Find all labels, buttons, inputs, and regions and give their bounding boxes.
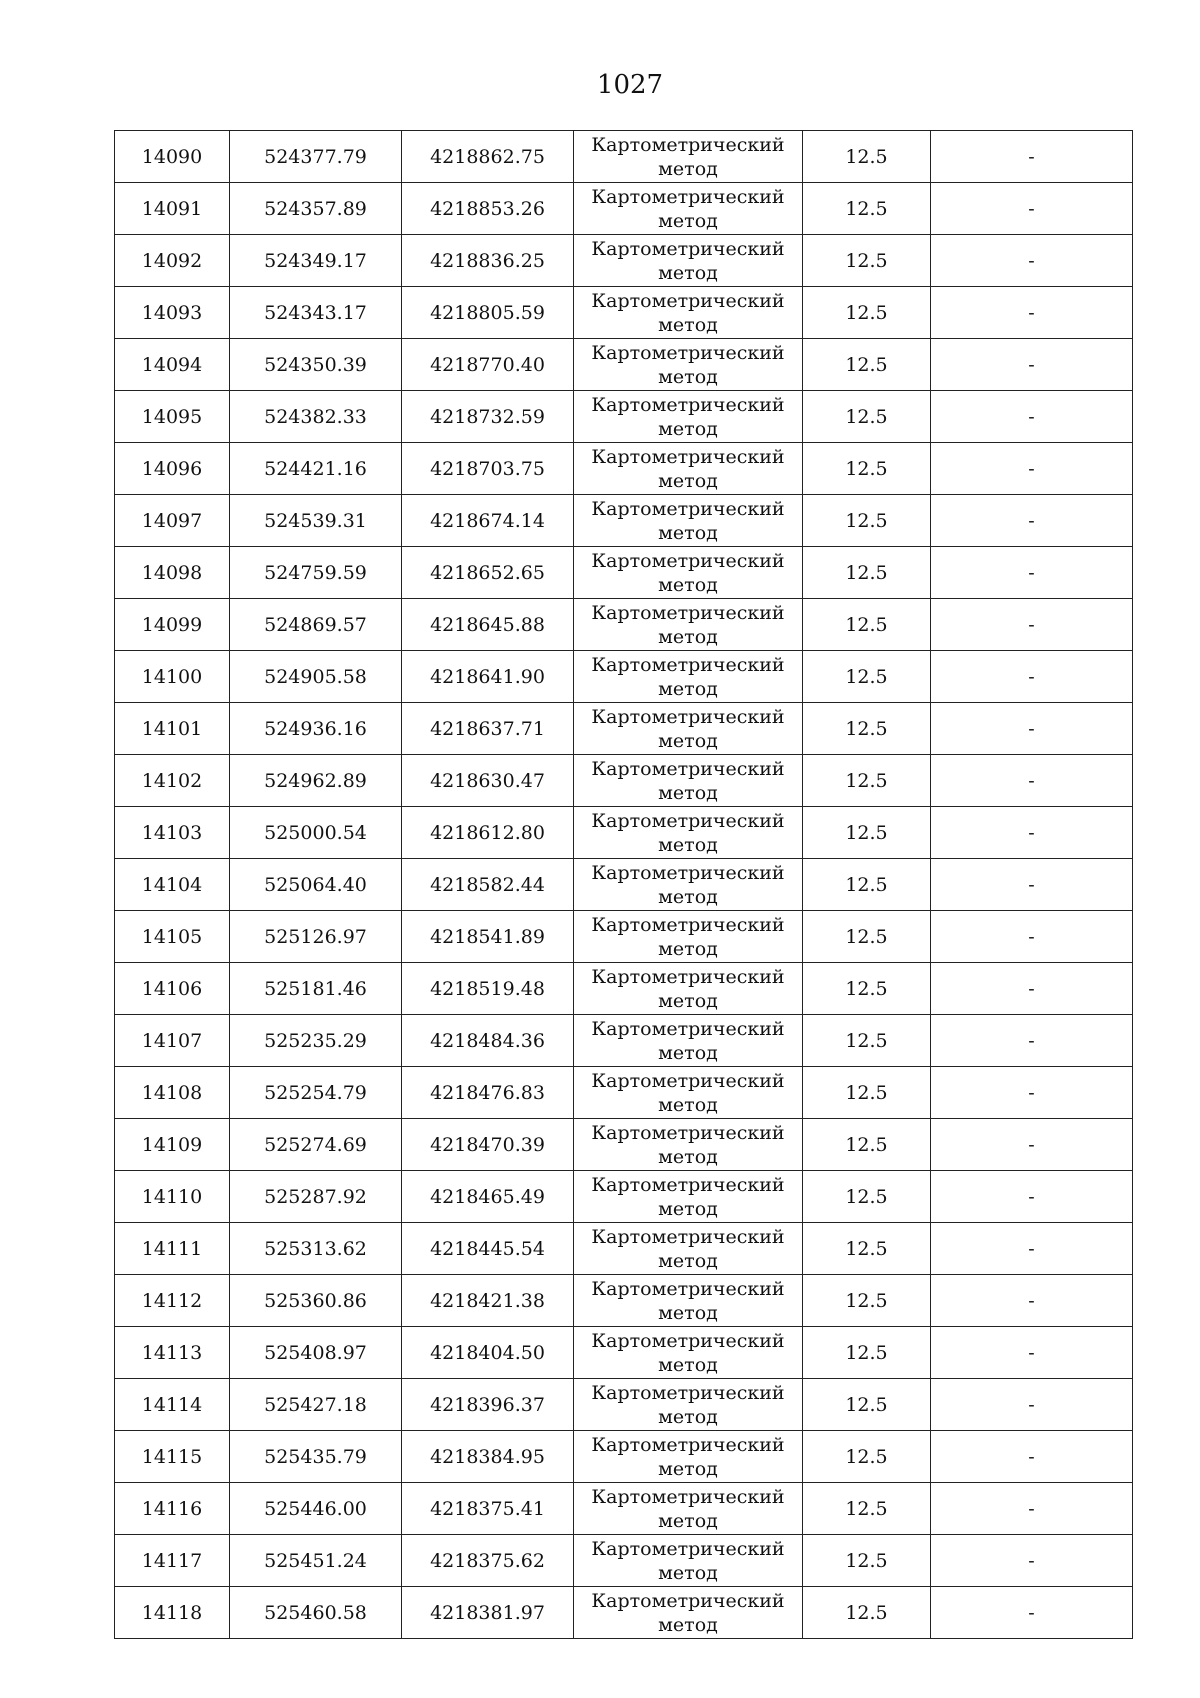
- method-line-1: Картометрический: [591, 809, 785, 832]
- method-cell: [574, 339, 803, 391]
- accuracy-cell: 12.5: [803, 1223, 931, 1275]
- accuracy-cell: 12.5: [803, 859, 931, 911]
- method-line-1: Картометрический: [591, 1381, 785, 1404]
- accuracy-cell: 12.5: [803, 651, 931, 703]
- y-coordinate-cell: 4218770.40: [402, 339, 574, 391]
- note-cell: -: [931, 547, 1133, 599]
- x-coordinate-cell: 525064.40: [230, 859, 402, 911]
- method-line-1: Картометрический: [591, 1069, 785, 1092]
- y-coordinate-cell: 4218421.38: [402, 1275, 574, 1327]
- method-line-2: метод: [658, 261, 718, 284]
- y-coordinate-cell: 4218582.44: [402, 859, 574, 911]
- method-line-2: метод: [658, 729, 718, 752]
- table-row: [115, 1015, 1133, 1067]
- method-line-1: Картометрический: [591, 757, 785, 780]
- point-id-cell: 14112: [115, 1275, 230, 1327]
- table-row: [115, 599, 1133, 651]
- method-cell: [574, 1431, 803, 1483]
- point-id-cell: 14106: [115, 963, 230, 1015]
- accuracy-cell: 12.5: [803, 235, 931, 287]
- method-line-1: Картометрический: [591, 1173, 785, 1196]
- accuracy-cell: 12.5: [803, 807, 931, 859]
- x-coordinate-cell: 524936.16: [230, 703, 402, 755]
- accuracy-cell: 12.5: [803, 911, 931, 963]
- x-coordinate-cell: 525287.92: [230, 1171, 402, 1223]
- x-coordinate-cell: 524357.89: [230, 183, 402, 235]
- y-coordinate-cell: 4218805.59: [402, 287, 574, 339]
- x-coordinate-cell: 524377.79: [230, 131, 402, 183]
- y-coordinate-cell: 4218470.39: [402, 1119, 574, 1171]
- method-line-1: Картометрический: [591, 705, 785, 728]
- method-cell: [574, 391, 803, 443]
- accuracy-cell: 12.5: [803, 1067, 931, 1119]
- method-line-2: метод: [658, 1353, 718, 1376]
- table-row: [115, 1223, 1133, 1275]
- method-line-2: метод: [658, 1041, 718, 1064]
- table-row: [115, 1067, 1133, 1119]
- x-coordinate-cell: 524962.89: [230, 755, 402, 807]
- method-line-2: метод: [658, 365, 718, 388]
- table-row: [115, 183, 1133, 235]
- point-id-cell: 14096: [115, 443, 230, 495]
- x-coordinate-cell: 524349.17: [230, 235, 402, 287]
- method-line-1: Картометрический: [591, 1485, 785, 1508]
- method-line-1: Картометрический: [591, 1433, 785, 1456]
- note-cell: -: [931, 1587, 1133, 1639]
- note-cell: -: [931, 1535, 1133, 1587]
- note-cell: -: [931, 495, 1133, 547]
- method-cell: [574, 651, 803, 703]
- method-cell: [574, 807, 803, 859]
- method-line-2: метод: [658, 625, 718, 648]
- method-line-2: метод: [658, 313, 718, 336]
- table-row: [115, 1119, 1133, 1171]
- table-row: [115, 131, 1133, 183]
- note-cell: -: [931, 391, 1133, 443]
- accuracy-cell: 12.5: [803, 1275, 931, 1327]
- accuracy-cell: 12.5: [803, 1015, 931, 1067]
- method-cell: [574, 287, 803, 339]
- method-line-1: Картометрический: [591, 1017, 785, 1040]
- x-coordinate-cell: 525427.18: [230, 1379, 402, 1431]
- accuracy-cell: 12.5: [803, 1379, 931, 1431]
- method-line-1: Картометрический: [591, 653, 785, 676]
- note-cell: -: [931, 911, 1133, 963]
- table-row: [115, 807, 1133, 859]
- method-line-1: Картометрический: [591, 1537, 785, 1560]
- note-cell: -: [931, 807, 1133, 859]
- point-id-cell: 14115: [115, 1431, 230, 1483]
- note-cell: -: [931, 287, 1133, 339]
- method-cell: [574, 547, 803, 599]
- method-line-2: метод: [658, 885, 718, 908]
- method-line-2: метод: [658, 989, 718, 1012]
- accuracy-cell: 12.5: [803, 1119, 931, 1171]
- x-coordinate-cell: 525460.58: [230, 1587, 402, 1639]
- point-id-cell: 14094: [115, 339, 230, 391]
- table-row: [115, 1327, 1133, 1379]
- method-line-1: Картометрический: [591, 445, 785, 468]
- table-row: [115, 703, 1133, 755]
- method-line-1: Картометрический: [591, 1277, 785, 1300]
- note-cell: -: [931, 1327, 1133, 1379]
- x-coordinate-cell: 524905.58: [230, 651, 402, 703]
- accuracy-cell: 12.5: [803, 495, 931, 547]
- method-line-2: метод: [658, 1457, 718, 1480]
- y-coordinate-cell: 4218375.41: [402, 1483, 574, 1535]
- x-coordinate-cell: 524343.17: [230, 287, 402, 339]
- table-row: [115, 495, 1133, 547]
- x-coordinate-cell: 525000.54: [230, 807, 402, 859]
- point-id-cell: 14111: [115, 1223, 230, 1275]
- method-cell: [574, 599, 803, 651]
- method-cell: [574, 131, 803, 183]
- y-coordinate-cell: 4218732.59: [402, 391, 574, 443]
- method-line-2: метод: [658, 1509, 718, 1532]
- point-id-cell: 14109: [115, 1119, 230, 1171]
- note-cell: -: [931, 1483, 1133, 1535]
- point-id-cell: 14092: [115, 235, 230, 287]
- point-id-cell: 14117: [115, 1535, 230, 1587]
- table-row: [115, 911, 1133, 963]
- note-cell: -: [931, 235, 1133, 287]
- method-line-1: Картометрический: [591, 237, 785, 260]
- x-coordinate-cell: 525451.24: [230, 1535, 402, 1587]
- method-line-2: метод: [658, 1561, 718, 1584]
- x-coordinate-cell: 525446.00: [230, 1483, 402, 1535]
- method-line-2: метод: [658, 677, 718, 700]
- method-line-1: Картометрический: [591, 497, 785, 520]
- method-line-1: Картометрический: [591, 861, 785, 884]
- method-line-2: метод: [658, 781, 718, 804]
- accuracy-cell: 12.5: [803, 599, 931, 651]
- y-coordinate-cell: 4218836.25: [402, 235, 574, 287]
- point-id-cell: 14093: [115, 287, 230, 339]
- x-coordinate-cell: 525254.79: [230, 1067, 402, 1119]
- x-coordinate-cell: 525274.69: [230, 1119, 402, 1171]
- method-line-1: Картометрический: [591, 1121, 785, 1144]
- note-cell: -: [931, 859, 1133, 911]
- x-coordinate-cell: 525313.62: [230, 1223, 402, 1275]
- point-id-cell: 14113: [115, 1327, 230, 1379]
- method-line-2: метод: [658, 1301, 718, 1324]
- y-coordinate-cell: 4218445.54: [402, 1223, 574, 1275]
- method-line-1: Картометрический: [591, 549, 785, 572]
- accuracy-cell: 12.5: [803, 391, 931, 443]
- accuracy-cell: 12.5: [803, 443, 931, 495]
- point-id-cell: 14102: [115, 755, 230, 807]
- method-line-1: Картометрический: [591, 393, 785, 416]
- method-line-1: Картометрический: [591, 1225, 785, 1248]
- y-coordinate-cell: 4218674.14: [402, 495, 574, 547]
- method-line-1: Картометрический: [591, 289, 785, 312]
- y-coordinate-cell: 4218381.97: [402, 1587, 574, 1639]
- method-line-2: метод: [658, 1613, 718, 1636]
- y-coordinate-cell: 4218703.75: [402, 443, 574, 495]
- x-coordinate-cell: 524869.57: [230, 599, 402, 651]
- method-cell: [574, 235, 803, 287]
- table-row: [115, 1483, 1133, 1535]
- note-cell: -: [931, 963, 1133, 1015]
- table-row: [115, 547, 1133, 599]
- note-cell: -: [931, 1171, 1133, 1223]
- y-coordinate-cell: 4218641.90: [402, 651, 574, 703]
- table-row: [115, 651, 1133, 703]
- point-id-cell: 14116: [115, 1483, 230, 1535]
- method-line-2: метод: [658, 1249, 718, 1272]
- note-cell: -: [931, 339, 1133, 391]
- y-coordinate-cell: 4218612.80: [402, 807, 574, 859]
- method-cell: [574, 1327, 803, 1379]
- accuracy-cell: 12.5: [803, 755, 931, 807]
- method-line-2: метод: [658, 1197, 718, 1220]
- coordinates-table: [114, 130, 1133, 1639]
- accuracy-cell: 12.5: [803, 183, 931, 235]
- point-id-cell: 14101: [115, 703, 230, 755]
- x-coordinate-cell: 525408.97: [230, 1327, 402, 1379]
- y-coordinate-cell: 4218484.36: [402, 1015, 574, 1067]
- method-cell: [574, 1067, 803, 1119]
- y-coordinate-cell: 4218384.95: [402, 1431, 574, 1483]
- method-line-1: Картометрический: [591, 965, 785, 988]
- point-id-cell: 14097: [115, 495, 230, 547]
- y-coordinate-cell: 4218630.47: [402, 755, 574, 807]
- method-cell: [574, 443, 803, 495]
- note-cell: -: [931, 443, 1133, 495]
- coordinates-table-body: [115, 131, 1133, 1639]
- accuracy-cell: 12.5: [803, 1431, 931, 1483]
- table-row: [115, 1171, 1133, 1223]
- x-coordinate-cell: 525126.97: [230, 911, 402, 963]
- x-coordinate-cell: 525360.86: [230, 1275, 402, 1327]
- y-coordinate-cell: 4218637.71: [402, 703, 574, 755]
- point-id-cell: 14100: [115, 651, 230, 703]
- y-coordinate-cell: 4218476.83: [402, 1067, 574, 1119]
- note-cell: -: [931, 703, 1133, 755]
- table-row: [115, 1587, 1133, 1639]
- y-coordinate-cell: 4218541.89: [402, 911, 574, 963]
- method-cell: [574, 183, 803, 235]
- method-cell: [574, 1015, 803, 1067]
- method-cell: [574, 755, 803, 807]
- y-coordinate-cell: 4218652.65: [402, 547, 574, 599]
- method-line-2: метод: [658, 833, 718, 856]
- method-line-1: Картометрический: [591, 133, 785, 156]
- accuracy-cell: 12.5: [803, 963, 931, 1015]
- point-id-cell: 14118: [115, 1587, 230, 1639]
- y-coordinate-cell: 4218404.50: [402, 1327, 574, 1379]
- accuracy-cell: 12.5: [803, 287, 931, 339]
- method-cell: [574, 703, 803, 755]
- method-line-2: метод: [658, 521, 718, 544]
- accuracy-cell: 12.5: [803, 547, 931, 599]
- method-line-2: метод: [658, 1405, 718, 1428]
- accuracy-cell: 12.5: [803, 1327, 931, 1379]
- accuracy-cell: 12.5: [803, 339, 931, 391]
- point-id-cell: 14098: [115, 547, 230, 599]
- table-row: [115, 1535, 1133, 1587]
- method-line-2: метод: [658, 1145, 718, 1168]
- x-coordinate-cell: 524382.33: [230, 391, 402, 443]
- table-row: [115, 443, 1133, 495]
- point-id-cell: 14108: [115, 1067, 230, 1119]
- point-id-cell: 14104: [115, 859, 230, 911]
- method-line-2: метод: [658, 937, 718, 960]
- table-row: [115, 1379, 1133, 1431]
- note-cell: -: [931, 1431, 1133, 1483]
- method-line-1: Картометрический: [591, 1329, 785, 1352]
- x-coordinate-cell: 524350.39: [230, 339, 402, 391]
- table-row: [115, 235, 1133, 287]
- note-cell: -: [931, 1067, 1133, 1119]
- point-id-cell: 14103: [115, 807, 230, 859]
- y-coordinate-cell: 4218375.62: [402, 1535, 574, 1587]
- table-row: [115, 339, 1133, 391]
- point-id-cell: 14110: [115, 1171, 230, 1223]
- accuracy-cell: 12.5: [803, 1483, 931, 1535]
- table-row: [115, 1275, 1133, 1327]
- page-number: 1027: [596, 70, 664, 100]
- note-cell: -: [931, 1379, 1133, 1431]
- method-cell: [574, 1171, 803, 1223]
- method-cell: [574, 911, 803, 963]
- y-coordinate-cell: 4218465.49: [402, 1171, 574, 1223]
- method-line-1: Картометрический: [591, 341, 785, 364]
- x-coordinate-cell: 524421.16: [230, 443, 402, 495]
- method-cell: [574, 1535, 803, 1587]
- method-line-2: метод: [658, 157, 718, 180]
- table-row: [115, 1431, 1133, 1483]
- note-cell: -: [931, 1015, 1133, 1067]
- method-line-1: Картометрический: [591, 185, 785, 208]
- note-cell: -: [931, 1275, 1133, 1327]
- note-cell: -: [931, 651, 1133, 703]
- method-line-2: метод: [658, 1093, 718, 1116]
- method-line-2: метод: [658, 469, 718, 492]
- table-row: [115, 287, 1133, 339]
- y-coordinate-cell: 4218396.37: [402, 1379, 574, 1431]
- note-cell: -: [931, 1223, 1133, 1275]
- note-cell: -: [931, 1119, 1133, 1171]
- method-cell: [574, 1275, 803, 1327]
- accuracy-cell: 12.5: [803, 1587, 931, 1639]
- point-id-cell: 14095: [115, 391, 230, 443]
- point-id-cell: 14114: [115, 1379, 230, 1431]
- method-line-1: Картометрический: [591, 913, 785, 936]
- y-coordinate-cell: 4218645.88: [402, 599, 574, 651]
- method-line-1: Картометрический: [591, 1589, 785, 1612]
- point-id-cell: 14090: [115, 131, 230, 183]
- table-row: [115, 391, 1133, 443]
- x-coordinate-cell: 525235.29: [230, 1015, 402, 1067]
- y-coordinate-cell: 4218862.75: [402, 131, 574, 183]
- note-cell: -: [931, 755, 1133, 807]
- point-id-cell: 14099: [115, 599, 230, 651]
- method-cell: [574, 1119, 803, 1171]
- method-cell: [574, 1587, 803, 1639]
- table-row: [115, 963, 1133, 1015]
- point-id-cell: 14091: [115, 183, 230, 235]
- note-cell: -: [931, 599, 1133, 651]
- x-coordinate-cell: 525435.79: [230, 1431, 402, 1483]
- method-line-2: метод: [658, 417, 718, 440]
- x-coordinate-cell: 525181.46: [230, 963, 402, 1015]
- method-line-2: метод: [658, 209, 718, 232]
- accuracy-cell: 12.5: [803, 1171, 931, 1223]
- accuracy-cell: 12.5: [803, 703, 931, 755]
- method-cell: [574, 1223, 803, 1275]
- method-cell: [574, 963, 803, 1015]
- accuracy-cell: 12.5: [803, 1535, 931, 1587]
- method-cell: [574, 859, 803, 911]
- table-row: [115, 755, 1133, 807]
- x-coordinate-cell: 524759.59: [230, 547, 402, 599]
- table-row: [115, 859, 1133, 911]
- y-coordinate-cell: 4218519.48: [402, 963, 574, 1015]
- method-line-2: метод: [658, 573, 718, 596]
- accuracy-cell: 12.5: [803, 131, 931, 183]
- method-cell: [574, 1483, 803, 1535]
- y-coordinate-cell: 4218853.26: [402, 183, 574, 235]
- method-cell: [574, 1379, 803, 1431]
- method-line-1: Картометрический: [591, 601, 785, 624]
- x-coordinate-cell: 524539.31: [230, 495, 402, 547]
- note-cell: -: [931, 183, 1133, 235]
- method-cell: [574, 495, 803, 547]
- note-cell: -: [931, 131, 1133, 183]
- point-id-cell: 14107: [115, 1015, 230, 1067]
- point-id-cell: 14105: [115, 911, 230, 963]
